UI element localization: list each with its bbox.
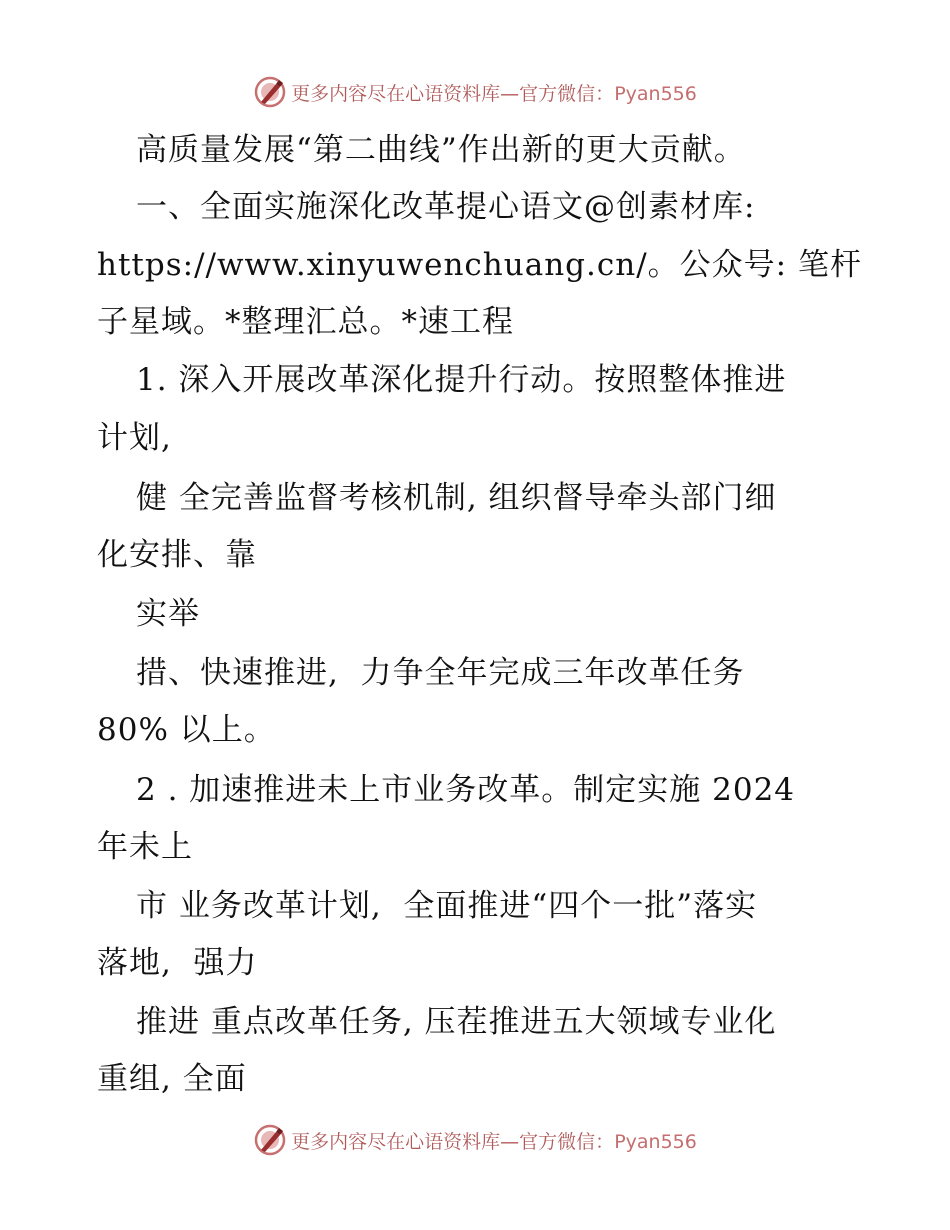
text-line: 措、快速推进, 力争全年完成三年改革任务 — [136, 655, 745, 691]
text-line: 实举 — [136, 596, 200, 632]
text-line: 1. 深入开展改革深化提升行动。按照整体推进 — [136, 362, 787, 398]
footer-watermark-banner — [0, 1120, 950, 1160]
text-line: 落地, 强力 — [97, 945, 258, 981]
text-line: 推进 重点改革任务, 压茬推进五大领域专业化 — [136, 1004, 777, 1040]
text-line: 市 业务改革计划, 全面推进“四个一批”落实 — [136, 888, 758, 924]
text-line: 一、全面实施深化改革提心语文@创素材库: — [136, 189, 756, 225]
text-line: 年未上 — [97, 829, 193, 865]
text-line: https://www.xinyuwenchuang.cn/。公众号: 笔杆 — [97, 247, 862, 283]
pen-logo-icon — [253, 1123, 287, 1157]
banner-text: 更多内容尽在心语资料库 — [291, 1130, 501, 1153]
banner-wechat-label: 官方微信： — [519, 1130, 615, 1153]
banner-wechat-id: Pyan556 — [614, 82, 697, 105]
banner-wechat-id: Pyan556 — [614, 1130, 697, 1153]
text-line: 健 全完善监督考核机制, 组织督导牵头部门细 — [136, 480, 777, 516]
text-line: 2 . 加速推进未上市业务改革。制定实施 2024 — [136, 772, 796, 808]
banner-separator: — — [500, 82, 520, 105]
banner-text: 更多内容尽在心语资料库 — [291, 82, 501, 105]
text-line: 化安排、靠 — [97, 537, 257, 573]
text-line: 80% 以上。 — [97, 712, 276, 748]
text-line: 高质量发展“第二曲线”作出新的更大贡献。 — [136, 132, 746, 168]
banner-wechat-label: 官方微信： — [519, 82, 615, 105]
text-line: 重组, 全面 — [97, 1061, 247, 1097]
banner-separator: — — [500, 1130, 520, 1153]
text-line: 子星域。*整理汇总。*速工程 — [97, 304, 514, 340]
text-line: 计划, — [97, 420, 172, 456]
